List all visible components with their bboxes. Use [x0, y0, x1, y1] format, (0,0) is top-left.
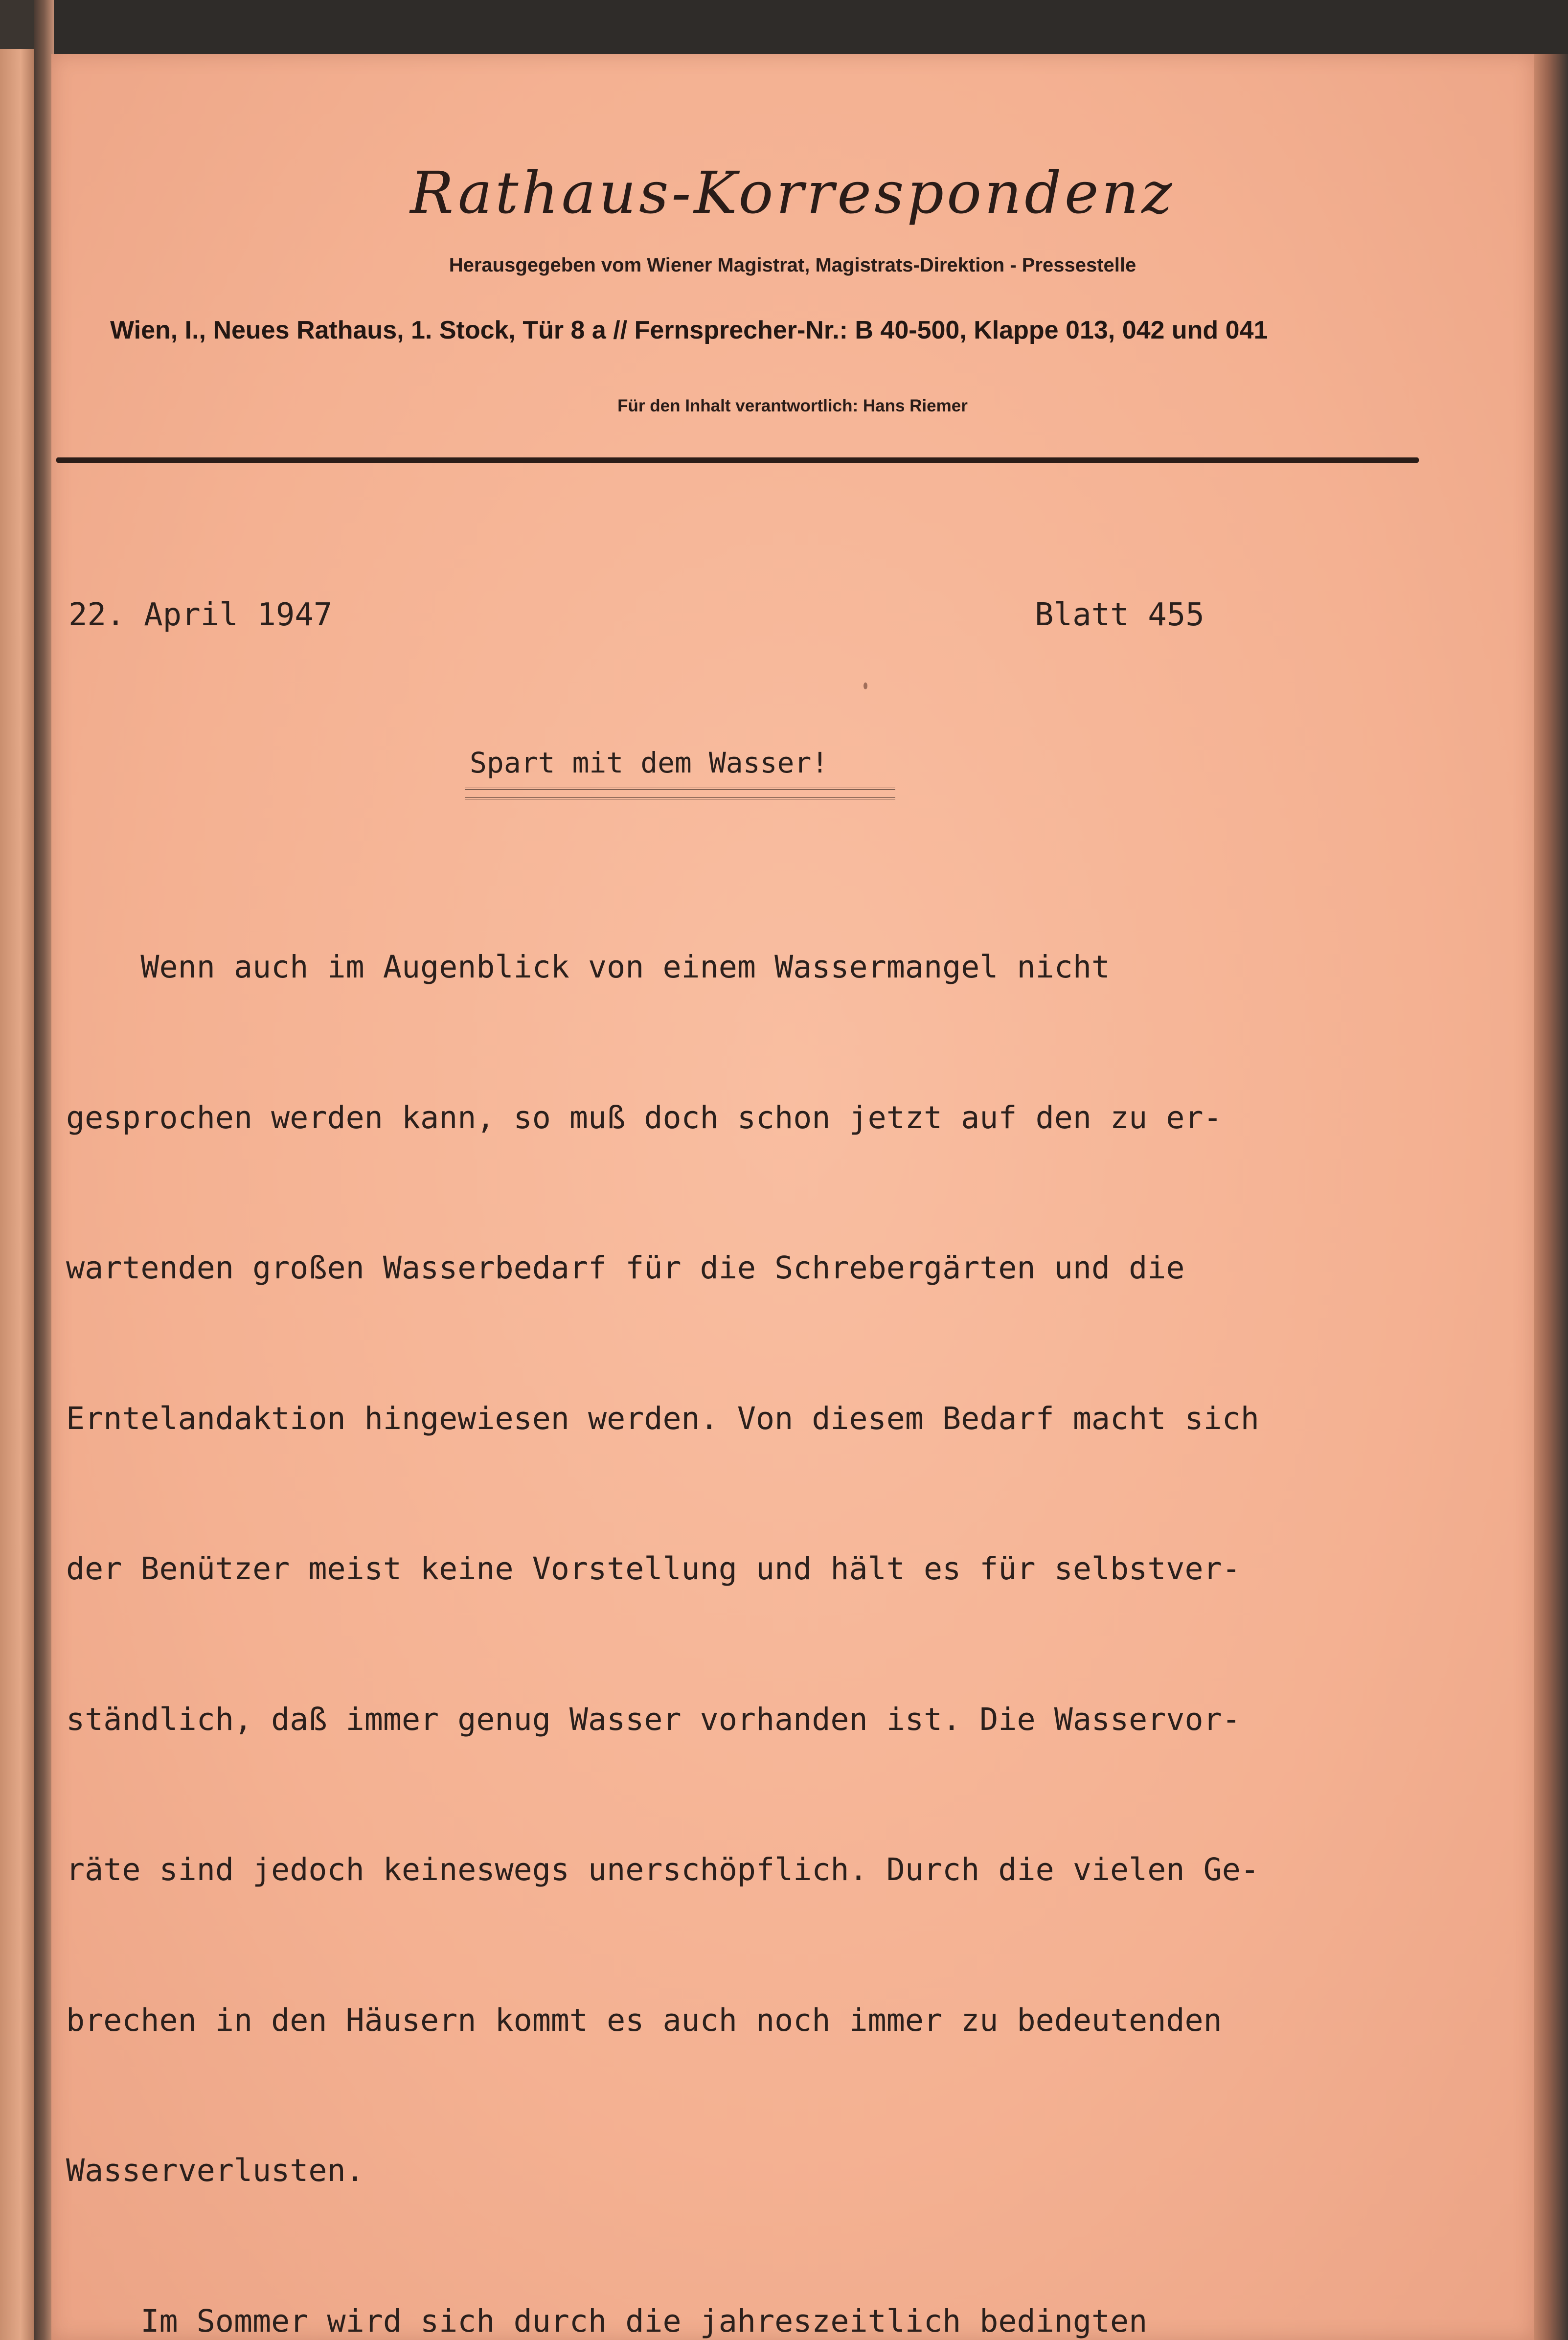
page-stack-edge: [1534, 54, 1568, 2340]
body-line: ständlich, daß immer genug Wasser vorhanden ist. Die Wasservor-: [66, 1701, 1241, 1737]
body-line: Erntelandaktion hingewiesen werden. Von diesem Bedarf macht sich: [66, 1400, 1259, 1436]
issue-date: 22. April 1947: [68, 597, 333, 633]
book-gutter: [34, 0, 54, 2340]
body-line: brechen in den Häusern kommt es auch noch immer zu bedeutenden: [66, 2001, 1222, 2038]
body-line: Wasserverlusten.: [66, 2152, 364, 2188]
headline-underline: [465, 788, 895, 799]
body-line: räte sind jedoch keineswegs unerschöpflich. Durch die vielen Ge-: [66, 1851, 1259, 1887]
body-line: wartenden großen Wasserbedarf für die Schrebergärten und die: [66, 1250, 1185, 1286]
scan-background: [0, 0, 34, 49]
masthead-title: Rathaus-Korrespondenz: [410, 159, 1175, 227]
sheet-number: Blatt 455: [1035, 597, 1204, 633]
masthead-responsible: Für den Inhalt verantwortlich: Hans Riemer: [617, 396, 968, 415]
masthead-divider: [56, 457, 1419, 463]
paper-speck: [864, 682, 867, 689]
body-line: Im Sommer wird sich durch die jahreszeitlich bedingten: [66, 2302, 1148, 2339]
document-page: [51, 54, 1534, 2340]
body-line: Wenn auch im Augenblick von einem Wassermangel nicht: [66, 949, 1111, 985]
previous-page-edge: [0, 49, 34, 2340]
article-headline: Spart mit dem Wasser!: [470, 746, 829, 779]
article-body: [66, 841, 1426, 2340]
body-line: der Benützer meist keine Vorstellung und hält es für selbstver-: [66, 1550, 1241, 1587]
body-line: gesprochen werden kann, so muß doch schon jetzt auf den zu er-: [66, 1099, 1222, 1136]
masthead-publisher: Herausgegeben vom Wiener Magistrat, Magistrats-Direktion - Pressestelle: [449, 254, 1136, 276]
masthead-address: Wien, I., Neues Rathaus, 1. Stock, Tür 8 a // Fernsprecher-Nr.: B 40-500, Klappe 013, 042 und 041: [110, 316, 1268, 344]
